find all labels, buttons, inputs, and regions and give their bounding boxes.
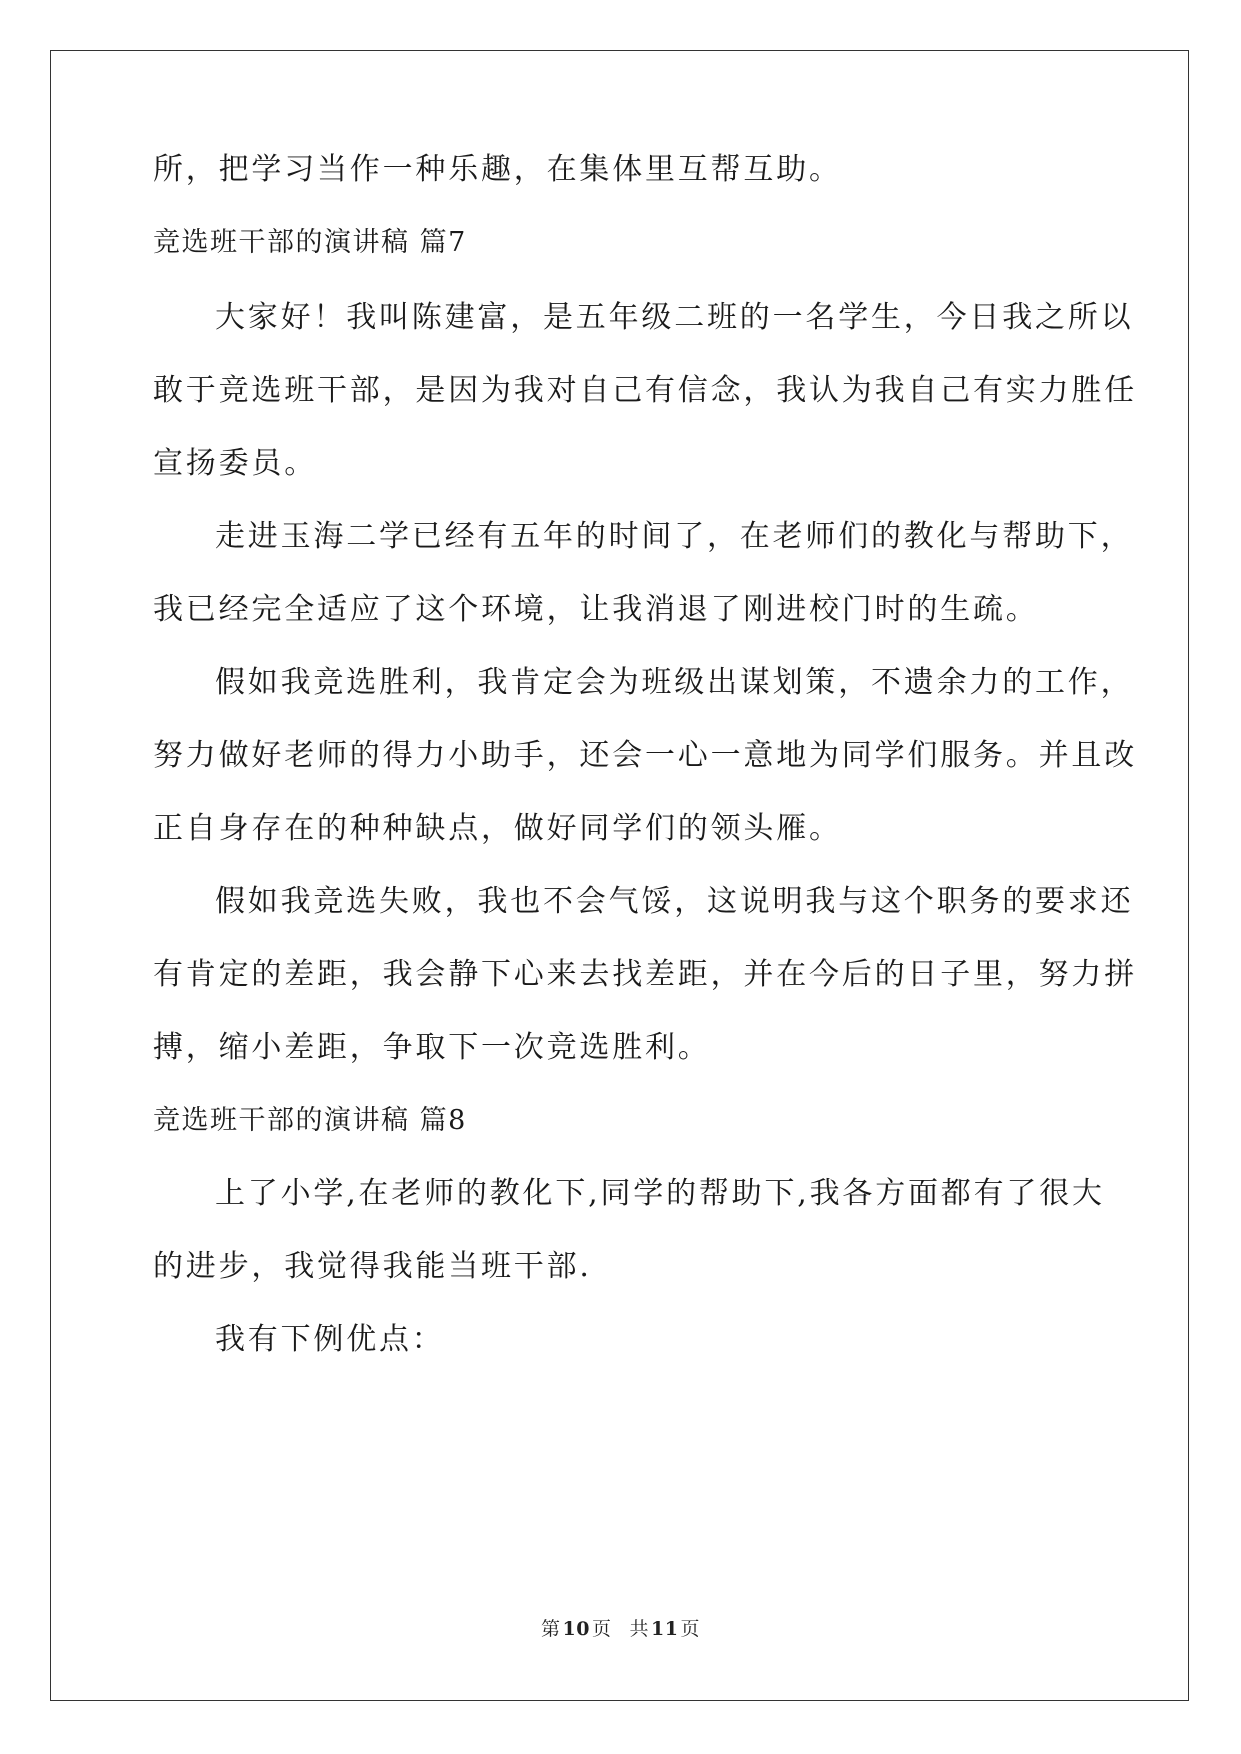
text-line: 努力做好老师的得力小助手，还会一心一意地为同学们服务。并且改: [153, 738, 1137, 773]
text-line: 我已经完全适应了这个环境，让我消退了刚进校门时的生疏。: [153, 592, 1039, 627]
text-line: 上了小学,在老师的教化下,同学的帮助下,我各方面都有了很大: [215, 1176, 1105, 1211]
text-line: 所，把学习当作一种乐趣，在集体里互帮互助。: [153, 152, 842, 187]
text-line: 搏，缩小差距，争取下一次竞选胜利。: [153, 1030, 711, 1065]
page-prefix: 第: [541, 1618, 561, 1640]
section-heading-7: 竞选班干部的演讲稿 篇7: [153, 227, 467, 258]
total-prefix: 共: [629, 1618, 650, 1640]
text-line: 走进玉海二学已经有五年的时间了，在老师们的教化与帮助下，: [215, 519, 1134, 554]
text-line: 的进步，我觉得我能当班干部.: [153, 1249, 592, 1284]
current-page-number: 10: [562, 1618, 590, 1640]
text-line: 有肯定的差距，我会静下心来去找差距，并在今后的日子里，努力拼: [153, 957, 1137, 992]
text-line: 假如我竞选失败，我也不会气馁，这说明我与这个职务的要求还: [215, 884, 1134, 919]
total-suffix: 页: [680, 1618, 700, 1640]
section-heading-8: 竞选班干部的演讲稿 篇8: [153, 1105, 467, 1136]
total-pages-number: 11: [651, 1618, 679, 1640]
text-line: 大家好！我叫陈建富，是五年级二班的一名学生，今日我之所以: [215, 300, 1134, 335]
text-line: 宣扬委员。: [153, 446, 317, 481]
text-line: 我有下例优点：: [215, 1322, 445, 1357]
page-footer: [0, 1614, 1241, 1641]
page-suffix: 页: [591, 1618, 612, 1640]
text-line: 敢于竞选班干部，是因为我对自己有信念，我认为我自己有实力胜任: [153, 373, 1137, 408]
text-line: 假如我竞选胜利，我肯定会为班级出谋划策，不遗余力的工作，: [215, 665, 1134, 700]
text-line: 正自身存在的种种缺点，做好同学们的领头雁。: [153, 811, 842, 846]
